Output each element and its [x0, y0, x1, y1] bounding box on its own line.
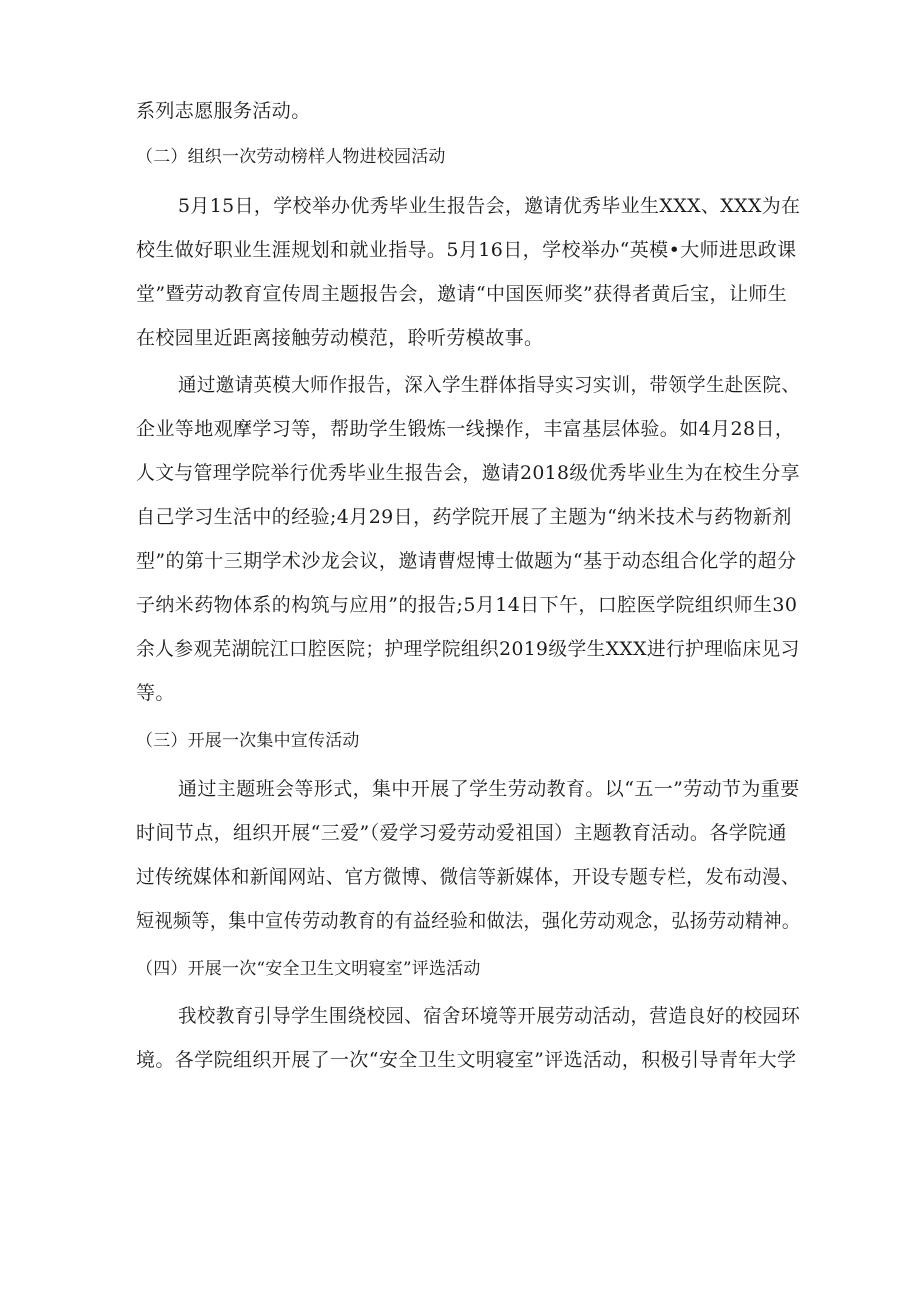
paragraph-line: 子纳米药物体系的构筑与应用”的报告;5月14日下午，口腔医学院组织师生30 [136, 594, 798, 616]
paragraph-line: 企业等地观摩学习等，帮助学生锻炼一线操作，丰富基层体验。如4月28日， [136, 418, 795, 440]
section-heading: （二）组织一次劳动榜样人物进校园活动 [136, 147, 446, 167]
paragraph-line: 我校教育引导学生围绕校园、宿舍环境等开展劳动活动，营造良好的校园环 [178, 1005, 801, 1027]
paragraph-line: 堂”暨劳动教育宣传周主题报告会，邀请“中国医师奖”获得者黄后宝，让师生 [136, 283, 788, 305]
paragraph-line: 系列志愿服务活动。 [136, 100, 311, 122]
paragraph-line: 校生做好职业生涯规划和就业指导。5月16日，学校举办“英模•大师进思政课 [136, 239, 797, 261]
paragraph-line: 通过邀请英模大师作报告，深入学生群体指导实习实训，带领学生赴医院、 [178, 374, 801, 396]
paragraph-line: 型”的第十三期学术沙龙会议，邀请曹煜博士做题为“基于动态组合化学的超分 [136, 550, 797, 572]
paragraph-line: 余人参观芜湖皖江口腔医院；护理学院组织2019级学生XXX进行护理临床见习 [136, 638, 800, 660]
paragraph-line: 等。 [136, 682, 175, 704]
paragraph-line: 5月15日，学校举办优秀毕业生报告会，邀请优秀毕业生XXX、XXX为在 [178, 195, 801, 217]
paragraph-line: 在校园里近距离接触劳动模范，聆听劳模故事。 [136, 327, 544, 349]
paragraph-line: 人文与管理学院举行优秀毕业生报告会，邀请2018级优秀毕业生为在校生分享 [136, 462, 800, 484]
section-heading: （三）开展一次集中宣传活动 [136, 731, 360, 751]
paragraph-line: 时间节点，组织开展“三爱”（爱学习爱劳动爱祖国）主题教育活动。各学院通 [136, 822, 787, 844]
paragraph-line: 境。各学院组织开展了一次“安全卫生文明寝室”评选活动，积极引导青年大学 [136, 1049, 797, 1071]
paragraph-line: 短视频等，集中宣传劳动教育的有益经验和做法，强化劳动观念，弘扬劳动精神。 [136, 910, 801, 932]
paragraph-line: 通过主题班会等形式，集中开展了学生劳动教育。以“五一”劳动节为重要 [178, 778, 800, 800]
section-heading: （四）开展一次“安全卫生文明寝室”评选活动 [136, 959, 481, 979]
paragraph-line: 过传统媒体和新闻网站、官方微博、微信等新媒体，开设专题专栏，发布动漫、 [136, 866, 801, 888]
paragraph-line: 自己学习生活中的经验;4月29日，药学院开展了主题为“纳米技术与药物新剂 [136, 506, 792, 528]
